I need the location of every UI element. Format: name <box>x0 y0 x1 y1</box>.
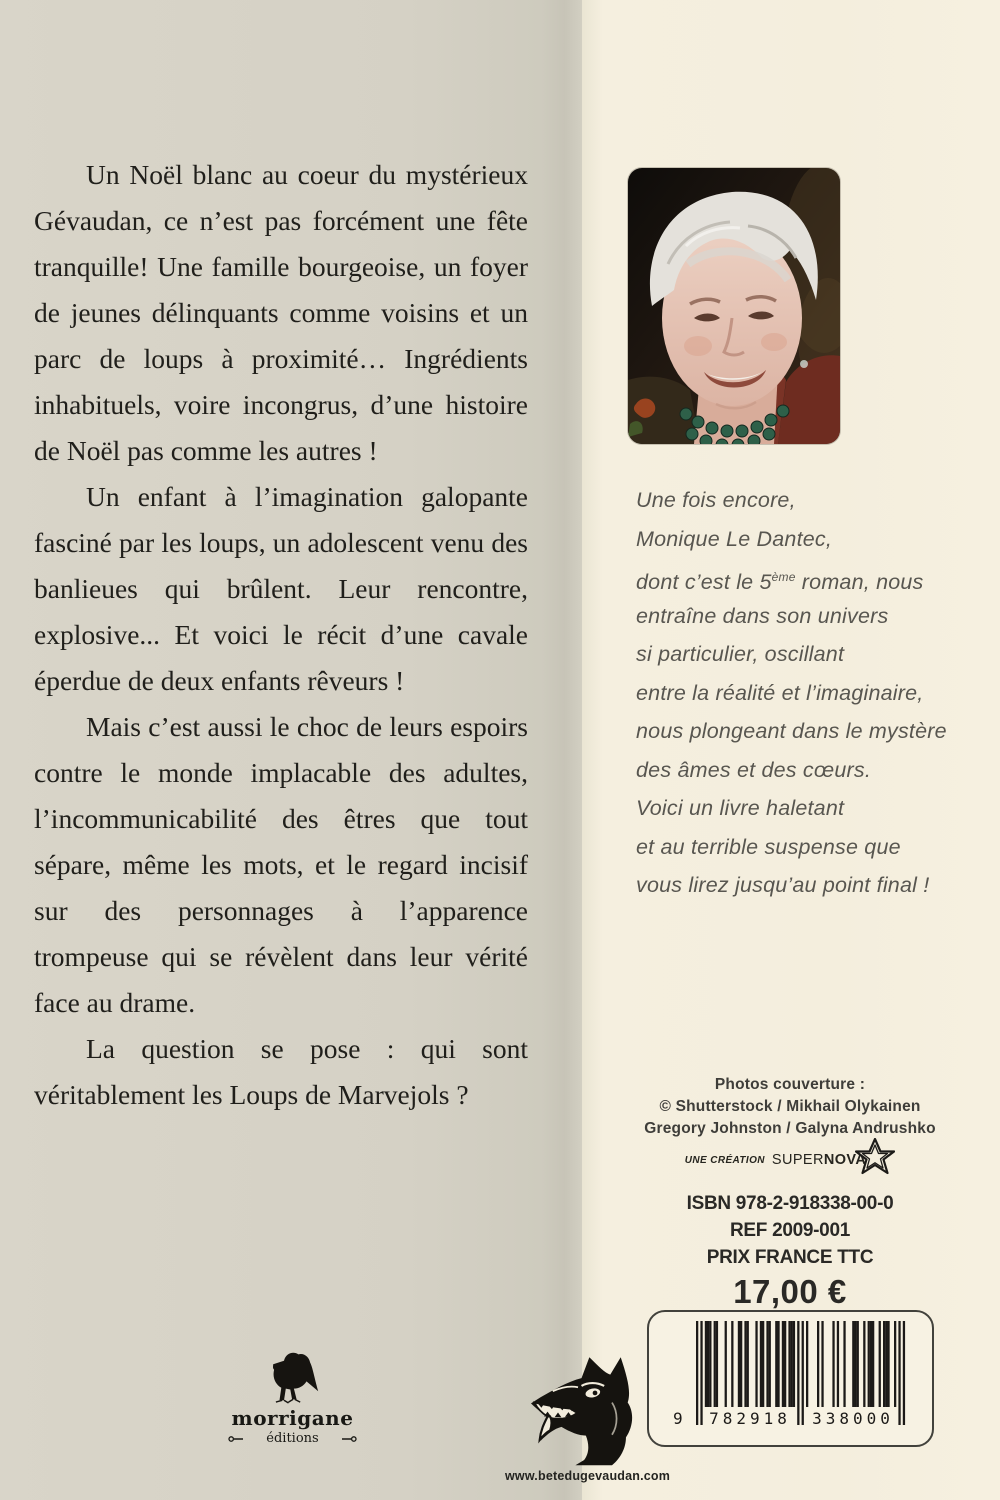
blurb-paragraph: Un enfant à l’imagination galopante fasciné par les loups, un adolescent venu des banlieues qui brûlent. Leur rencontre, explosive... Et voici le récit d’une cavale éperdue de deux enfants rêveurs ! <box>34 481 528 696</box>
isbn-block <box>602 1190 978 1310</box>
editor-quote <box>636 481 986 905</box>
quote-line: et au terrible suspense que <box>636 834 901 859</box>
publisher-subtitle: éditions <box>210 1431 375 1446</box>
ornament-right-icon <box>341 1435 357 1443</box>
price-label: PRIX FRANCE TTC <box>706 1247 874 1268</box>
blurb-paragraph: Mais c’est aussi le choc de leurs espoirs contre le monde implacable des adultes, l’incommunicabilité des êtres que tout sépare, même les mots, et le regard incisif sur des personnages à l’apparence trompeuse qui se révèlent dans leur vérité face au drame. <box>34 711 528 1018</box>
quote-line: entre la réalité et l’imaginaire, <box>636 680 924 705</box>
quote-line: Une fois encore, <box>636 488 796 512</box>
creation-label: UNE CRÉATION <box>684 1154 765 1166</box>
blurb-paragraph: La question se pose : qui sont véritablement les Loups de Marvejols ? <box>34 1033 528 1110</box>
price-value: 17,00 € <box>733 1273 847 1310</box>
quote-line: nous plongeant dans le mystère <box>636 719 947 743</box>
quote-line: des âmes et des cœurs. <box>636 757 872 782</box>
ornament-left-icon <box>228 1435 244 1443</box>
ref-number: REF 2009-001 <box>730 1220 850 1241</box>
author-portrait-illustration <box>628 168 840 444</box>
wolf-logo <box>505 1340 671 1483</box>
website-url: www.betedugevaudan.com <box>505 1469 671 1483</box>
quote-line: dont c’est le 5ème roman, nous <box>636 570 924 595</box>
quote-line: Voici un livre haletant <box>636 796 845 820</box>
photo-credits <box>602 1074 978 1140</box>
barcode-group-2: 338000 <box>812 1409 894 1428</box>
author-photo <box>628 168 840 444</box>
barcode-group-1: 782918 <box>709 1409 791 1428</box>
quote-line: vous lirez jusqu’au point final ! <box>636 873 930 897</box>
crow-icon <box>266 1348 320 1404</box>
barcode-first-digit: 9 <box>673 1409 683 1428</box>
credits-line: Gregory Johnston / Galyna Andrushko <box>644 1120 936 1137</box>
publisher-logo <box>210 1348 375 1446</box>
barcode <box>647 1310 934 1447</box>
quote-line: si particulier, oscillant <box>636 642 845 666</box>
supernova-credit <box>602 1136 978 1184</box>
isbn-number: ISBN 978-2-918338-00-0 <box>686 1193 894 1214</box>
credits-line: © Shutterstock / Mikhail Olykainen <box>659 1098 921 1115</box>
wolf-icon <box>526 1352 644 1467</box>
supernova-star-icon <box>855 1138 895 1178</box>
blurb <box>34 152 528 1118</box>
quote-line: Monique Le Dantec, <box>636 526 833 551</box>
quote-line: entraîne dans son univers <box>636 603 889 628</box>
blurb-paragraph: Un Noël blanc au coeur du mystérieux Gévaudan, ce n’est pas forcément une fête tranquille! Une famille bourgeoise, un foyer de jeunes délinquants comme voisins et un parc de loups à proximité… Ingrédients inhabituels, voire incongrus, d’une histoire de Noël pas comme les autres ! <box>34 159 528 466</box>
supernova-brand: SUPERNOVA <box>771 1152 867 1168</box>
publisher-name: morrigane <box>231 1406 354 1430</box>
credits-title: Photos couverture : <box>714 1076 866 1093</box>
